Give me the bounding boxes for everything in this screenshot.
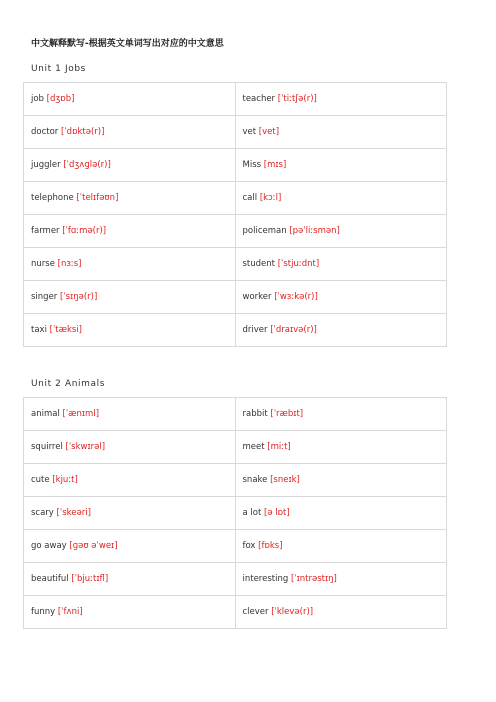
vocab-cell	[24, 563, 236, 596]
vocab-ipa: [ˈdraɪvə(r)]	[270, 324, 317, 335]
vocab-ipa: [ˈdɒktə(r)]	[61, 126, 105, 137]
vocab-cell	[24, 431, 236, 464]
vocab-cell	[24, 116, 236, 149]
vocab-word: meet	[242, 441, 265, 452]
table-row	[24, 563, 447, 596]
vocab-word: a lot	[242, 507, 262, 518]
vocab-cell	[24, 182, 236, 215]
vocab-word: clever	[242, 606, 269, 617]
vocab-ipa: [mɪs]	[263, 159, 287, 170]
vocab-cell	[235, 314, 447, 347]
vocab-ipa: [ˈskwɪrəl]	[65, 441, 106, 452]
vocab-word: juggler	[31, 159, 61, 170]
vocab-word: fox	[242, 540, 256, 551]
vocab-cell	[235, 281, 447, 314]
unit-2-vocab-table	[23, 397, 447, 629]
vocab-ipa: [ˈdʒʌɡlə(r)]	[63, 159, 111, 170]
vocab-word: scary	[31, 507, 54, 518]
vocab-cell	[235, 248, 447, 281]
vocab-cell	[235, 464, 447, 497]
vocab-ipa: [kɔːl]	[259, 192, 282, 203]
vocab-cell	[235, 149, 447, 182]
unit-1-vocab-table	[23, 82, 447, 347]
vocab-ipa: [vet]	[258, 126, 280, 137]
vocab-cell	[235, 497, 447, 530]
vocab-cell	[235, 215, 447, 248]
table-row	[24, 530, 447, 563]
table-row	[24, 182, 447, 215]
vocab-cell	[24, 596, 236, 629]
vocab-ipa: [ˈklevə(r)]	[271, 606, 314, 617]
vocab-ipa: [fɒks]	[258, 540, 283, 551]
vocab-ipa: [pəˈliːsmən]	[289, 225, 340, 236]
vocab-ipa: [dʒɒb]	[46, 93, 75, 104]
vocab-ipa: [ˈfɑːmə(r)]	[62, 225, 107, 236]
table-row	[24, 497, 447, 530]
vocab-cell	[235, 596, 447, 629]
vocab-word: vet	[242, 126, 257, 137]
table-row	[24, 398, 447, 431]
vocab-word: snake	[242, 474, 268, 485]
vocab-ipa: [ˈræbɪt]	[270, 408, 304, 419]
vocab-word: cute	[31, 474, 50, 485]
vocab-word: squirrel	[31, 441, 63, 452]
vocab-cell	[24, 281, 236, 314]
table-row	[24, 596, 447, 629]
unit-1-title: Unit 1 Jobs	[31, 64, 86, 74]
vocab-ipa: [ˈskeəri]	[56, 507, 91, 518]
vocab-word: job	[31, 93, 44, 104]
vocab-cell	[24, 464, 236, 497]
table-row	[24, 116, 447, 149]
table-row	[24, 314, 447, 347]
vocab-cell	[235, 563, 447, 596]
vocab-word: student	[242, 258, 275, 269]
vocab-word: telephone	[31, 192, 74, 203]
vocab-ipa: [ˈsɪŋə(r)]	[60, 291, 98, 302]
vocab-word: driver	[242, 324, 268, 335]
vocab-word: farmer	[31, 225, 60, 236]
vocab-cell	[235, 83, 447, 116]
vocab-ipa: [ˈtæksi]	[49, 324, 83, 335]
vocab-cell	[235, 182, 447, 215]
vocab-cell	[24, 314, 236, 347]
vocab-word: funny	[31, 606, 56, 617]
vocab-ipa: [ɡəʊ əˈweɪ]	[69, 540, 118, 551]
table-row	[24, 431, 447, 464]
vocab-ipa: [ˈɪntrəstɪŋ]	[290, 573, 337, 584]
vocab-ipa: [ˈtelɪfəʊn]	[76, 192, 119, 203]
vocab-ipa: [ˈstjuːdnt]	[277, 258, 320, 269]
vocab-ipa: [ˈtiːtʃə(r)]	[277, 93, 317, 104]
vocab-cell	[24, 530, 236, 563]
vocab-cell	[24, 248, 236, 281]
vocab-word: call	[242, 192, 258, 203]
vocab-cell	[235, 530, 447, 563]
vocab-word: rabbit	[242, 408, 268, 419]
vocab-word: animal	[31, 408, 60, 419]
vocab-word: policeman	[242, 225, 287, 236]
vocab-word: beautiful	[31, 573, 69, 584]
vocab-ipa: [ˈbjuːtɪfl]	[71, 573, 109, 584]
vocab-ipa: [nɜːs]	[57, 258, 82, 269]
vocab-ipa: [ˈænɪml]	[62, 408, 100, 419]
vocab-word: doctor	[31, 126, 59, 137]
table-row	[24, 248, 447, 281]
vocab-word: go away	[31, 540, 67, 551]
vocab-cell	[24, 215, 236, 248]
vocab-ipa: [ˈfʌni]	[57, 606, 83, 617]
table-row	[24, 281, 447, 314]
vocab-ipa: [ə lɒt]	[264, 507, 290, 518]
vocab-word: Miss	[242, 159, 262, 170]
unit-2-title: Unit 2 Animals	[31, 379, 106, 389]
vocab-cell	[235, 431, 447, 464]
table-row	[24, 83, 447, 116]
vocab-word: singer	[31, 291, 58, 302]
vocab-word: nurse	[31, 258, 55, 269]
vocab-cell	[24, 497, 236, 530]
vocab-cell	[235, 116, 447, 149]
table-row	[24, 149, 447, 182]
vocab-ipa: [ˈwɜːkə(r)]	[274, 291, 318, 302]
vocab-cell	[235, 398, 447, 431]
vocab-cell	[24, 83, 236, 116]
vocab-cell	[24, 149, 236, 182]
vocab-word: taxi	[31, 324, 47, 335]
vocab-word: worker	[242, 291, 272, 302]
vocab-ipa: [kjuːt]	[52, 474, 78, 485]
table-row	[24, 215, 447, 248]
table-row	[24, 464, 447, 497]
vocab-ipa: [miːt]	[267, 441, 291, 452]
vocab-word: teacher	[242, 93, 276, 104]
vocab-ipa: [sneɪk]	[270, 474, 300, 485]
vocab-cell	[24, 398, 236, 431]
document-title: 中文解释默写-根据英文单词写出对应的中文意思	[31, 39, 224, 49]
vocab-word: interesting	[242, 573, 289, 584]
